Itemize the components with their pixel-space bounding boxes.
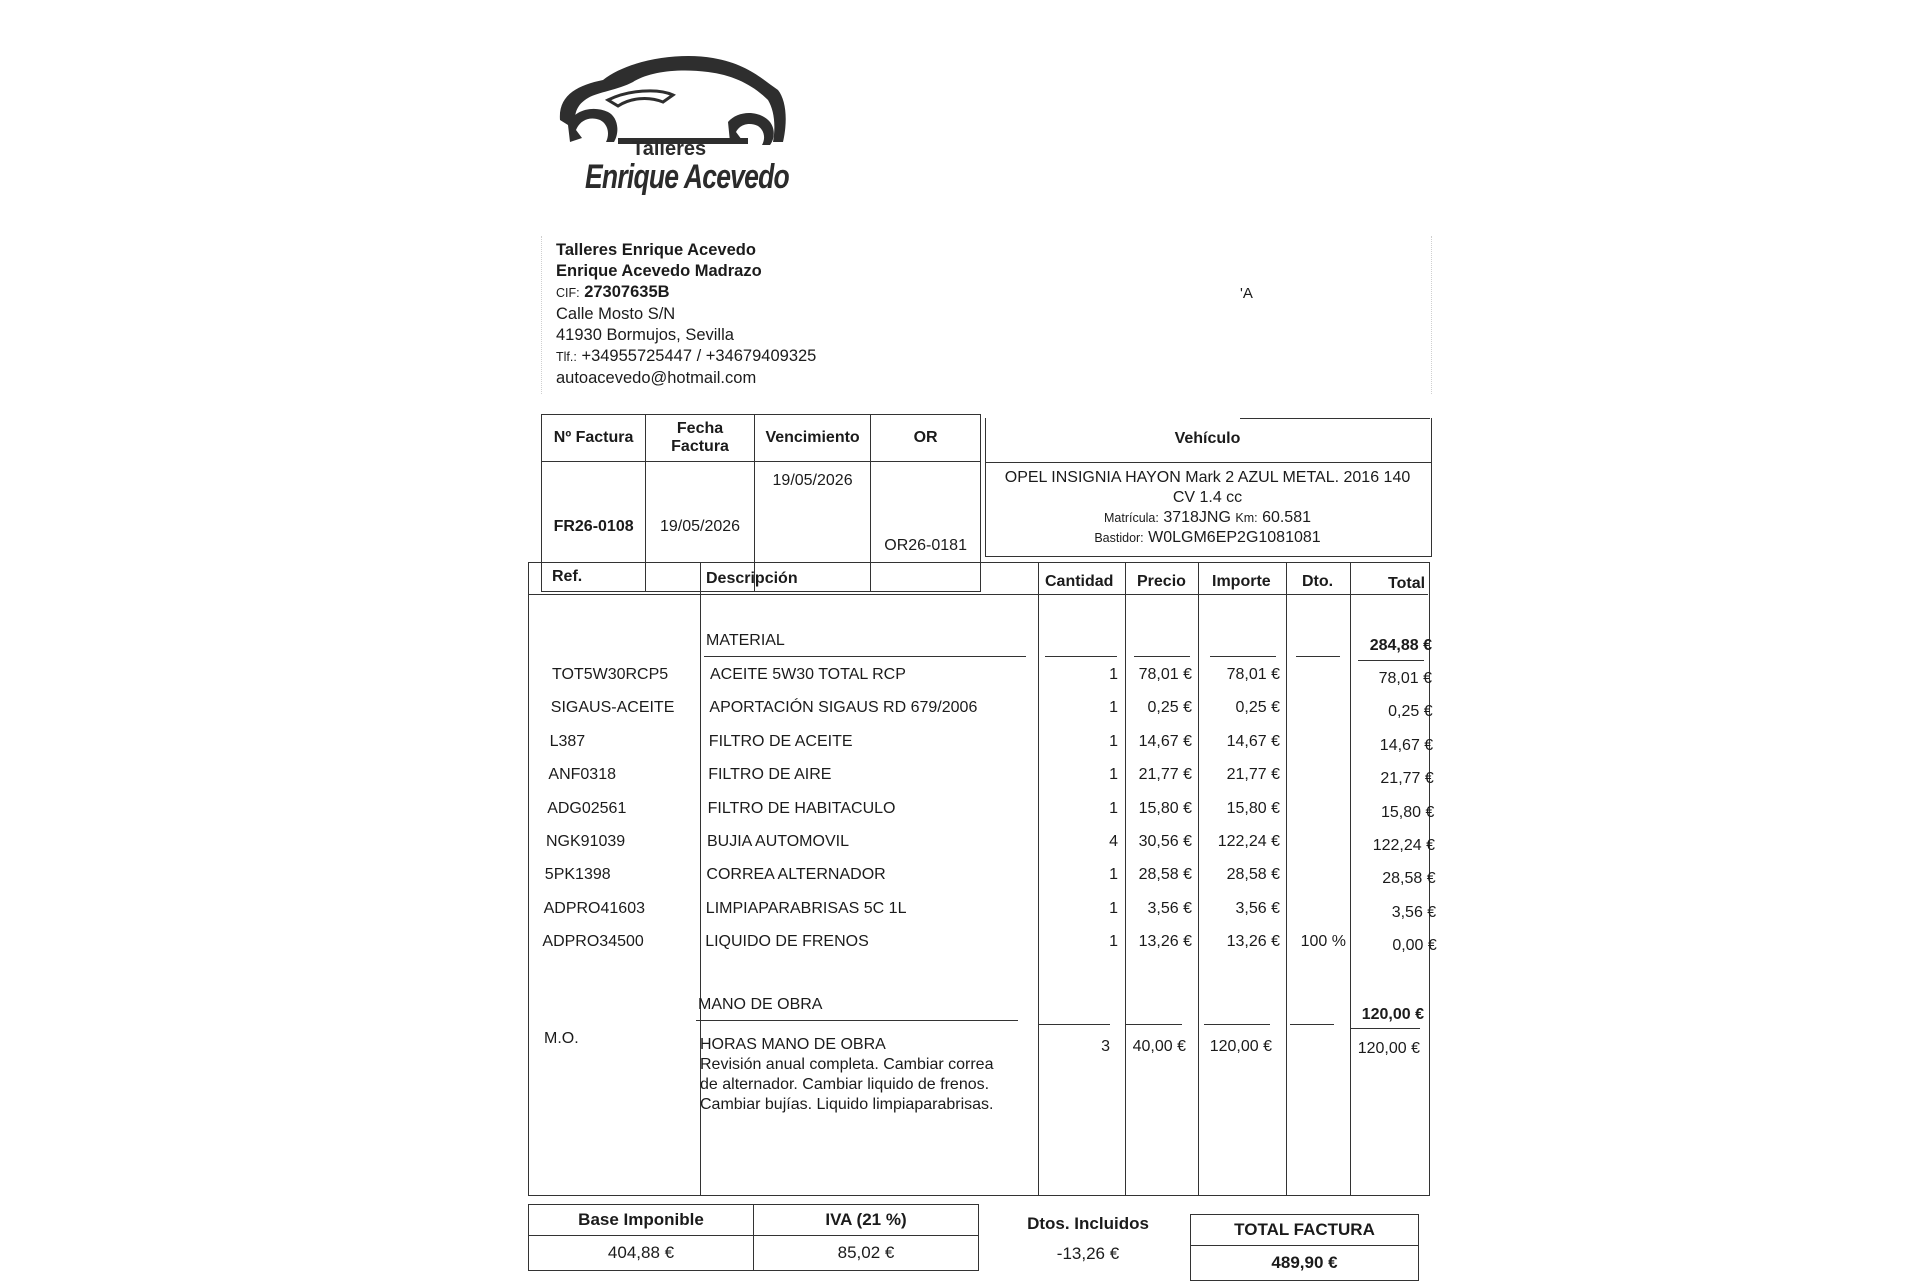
sender-cif-line (556, 282, 816, 304)
cell-amount: 0,25 € (1235, 699, 1280, 717)
cell-ref: SIGAUS-ACEITE (550, 699, 675, 717)
base-label: Base Imponible (529, 1205, 754, 1236)
cell-total: 28,58 € (1382, 870, 1436, 888)
material-underline (704, 656, 1026, 657)
cell-qty: 1 (1109, 866, 1118, 884)
col-total: Total (1388, 575, 1426, 592)
section-labor-label: MANO DE OBRA (698, 996, 823, 1013)
cell-desc: FILTRO DE ACEITE (708, 732, 853, 750)
vehicle-desc-line2: CV 1.4 cc (1172, 489, 1243, 506)
labor-total: 120,00 € (1357, 1040, 1420, 1057)
cell-desc: LIQUIDO DE FRENOS (705, 933, 869, 951)
sender-address: Calle Mosto S/N (556, 305, 676, 323)
cell-total: 21,77 € (1380, 770, 1434, 788)
totals-table (528, 1204, 979, 1271)
fecha-value: 19/05/2026 (646, 462, 755, 592)
cell-ref: ADPRO34500 (542, 933, 644, 951)
cell-price: 3,56 € (1147, 899, 1192, 917)
cif-value: 27307635B (584, 283, 670, 301)
col-divider-price (1198, 562, 1199, 1196)
cell-amount: 28,58 € (1226, 866, 1280, 884)
base-value: 404,88 € (529, 1236, 754, 1271)
cell-amount: 21,77 € (1226, 766, 1280, 784)
labor-price: 40,00 € (1132, 1038, 1186, 1055)
sender-owner: Enrique Acevedo Madrazo (556, 262, 762, 280)
labor-amount-line (1204, 1024, 1270, 1025)
logo-text-talleres: Talleres (632, 138, 707, 160)
material-subtotal-line (1358, 660, 1424, 661)
labor-price-line (1126, 1024, 1182, 1025)
col-divider-disc (1350, 562, 1351, 1196)
cell-total: 78,01 € (1378, 670, 1432, 687)
vehicle-box-top-border (1240, 418, 1430, 419)
vehicle-separator (985, 462, 1432, 463)
cell-qty: 1 (1109, 933, 1118, 951)
sender-info (556, 240, 816, 389)
cell-qty: 1 (1109, 766, 1118, 784)
col-ref: Ref. (552, 568, 583, 585)
cell-desc: FILTRO DE AIRE (708, 766, 832, 784)
col-price: Precio (1137, 573, 1186, 590)
labor-note-2: de alternador. Cambiar liquido de frenos. (700, 1076, 990, 1093)
tel-label: Tlf.: (556, 350, 577, 364)
labor-note-3: Cambiar bujías. Liquido limpiaparabrisas. (700, 1096, 994, 1113)
labor-qty: 3 (1101, 1038, 1110, 1055)
vencimiento-value: 19/05/2026 (754, 462, 870, 592)
cell-amount: 122,24 € (1217, 833, 1280, 850)
cell-total: 0,00 € (1392, 937, 1437, 955)
col-divider-qty (1125, 562, 1126, 1196)
nfactura-header: Nº Factura (542, 415, 646, 462)
material-subtotal: 284,88 € (1369, 637, 1432, 654)
labor-desc: HORAS MANO DE OBRA (700, 1036, 886, 1053)
cell-disc: 100 % (1300, 933, 1346, 951)
cell-qty: 1 (1109, 699, 1118, 717)
material-amount-line (1210, 656, 1276, 657)
dtos-value: -13,26 € (1056, 1244, 1120, 1263)
col-divider-amount (1286, 562, 1287, 1196)
or-header: OR (871, 415, 981, 462)
cell-price: 21,77 € (1138, 766, 1192, 784)
cell-price: 15,80 € (1138, 799, 1192, 817)
cell-desc: BUJIA AUTOMOVIL (707, 833, 849, 850)
cell-desc: APORTACIÓN SIGAUS RD 679/2006 (709, 699, 978, 717)
cell-amount: 78,01 € (1226, 666, 1280, 683)
vehicle-title: Vehículo (1174, 430, 1241, 447)
cell-ref: 5PK1398 (544, 866, 611, 884)
labor-subtotal-line (1350, 1028, 1420, 1029)
cell-qty: 1 (1109, 799, 1118, 817)
cell-desc: LIMPIAPARABRISAS 5C 1L (705, 899, 907, 917)
vehicle-plate-line: Matrícula: 3718JNG Km: 60.581 (1103, 509, 1311, 526)
cell-total: 0,25 € (1388, 703, 1433, 721)
vehicle-desc-line1: OPEL INSIGNIA HAYON Mark 2 AZUL METAL. 2016 140 (1004, 469, 1411, 486)
sender-email: autoacevedo@hotmail.com (556, 369, 757, 387)
logo-text-name: Enrique Acevedo (585, 158, 789, 196)
vehicle-vin-line: Bastidor: W0LGM6EP2G1081081 (1094, 529, 1321, 546)
sender-name: Talleres Enrique Acevedo (556, 241, 756, 259)
cell-qty: 1 (1109, 666, 1118, 683)
tel-value: +34955725447 / +34679409325 (581, 347, 817, 365)
cif-label: CIF: (556, 286, 580, 300)
total-label: TOTAL FACTURA (1191, 1215, 1419, 1246)
material-disc-line (1296, 656, 1340, 657)
cell-price: 28,58 € (1138, 866, 1192, 884)
fecha-header: Fecha Factura (646, 415, 755, 462)
material-price-line (1134, 656, 1190, 657)
cell-price: 13,26 € (1138, 933, 1192, 951)
col-disc: Dto. (1302, 573, 1334, 590)
nfactura-value: FR26-0108 (542, 462, 646, 592)
labor-ref: M.O. (544, 1030, 579, 1047)
cell-amount: 15,80 € (1226, 799, 1280, 817)
vehicle-details (990, 468, 1425, 548)
cell-ref: ANF0318 (548, 766, 616, 784)
cell-price: 30,56 € (1138, 833, 1192, 850)
cell-total: 122,24 € (1372, 837, 1435, 854)
iva-label: IVA (21 %) (754, 1205, 979, 1236)
cell-amount: 3,56 € (1235, 899, 1280, 917)
sender-tel-line (556, 346, 816, 368)
cell-ref: NGK91039 (546, 833, 626, 850)
cell-ref: ADG02561 (547, 799, 627, 817)
section-material-label: MATERIAL (706, 632, 785, 649)
recipient-mark: 'A (1240, 285, 1253, 302)
cell-ref: ADPRO41603 (543, 899, 645, 917)
or-value: OR26-0181 (871, 462, 981, 592)
col-desc: Descripción (706, 570, 798, 587)
col-qty: Cantidad (1045, 573, 1114, 590)
cell-desc: CORREA ALTERNADOR (706, 866, 886, 884)
cell-amount: 14,67 € (1226, 732, 1280, 750)
header-row-line (528, 594, 1428, 595)
total-value: 489,90 € (1191, 1246, 1419, 1281)
vencimiento-header: Vencimiento (754, 415, 870, 462)
cell-qty: 1 (1109, 899, 1118, 917)
sender-city: 41930 Bormujos, Sevilla (556, 326, 734, 344)
cell-desc: FILTRO DE HABITACULO (707, 799, 896, 817)
labor-disc-line (1290, 1024, 1334, 1025)
cell-ref: TOT5W30RCP5 (552, 666, 669, 683)
labor-underline (696, 1020, 1018, 1021)
grand-total-table (1190, 1214, 1419, 1281)
labor-amount: 120,00 € (1209, 1038, 1272, 1055)
cell-ref: L387 (549, 732, 586, 750)
cell-price: 0,25 € (1147, 699, 1192, 717)
labor-qty-line (1038, 1024, 1110, 1025)
cell-price: 14,67 € (1138, 732, 1192, 750)
dtos-label: Dtos. Incluidos (1027, 1214, 1149, 1233)
col-amount: Importe (1212, 573, 1271, 590)
cell-desc: ACEITE 5W30 TOTAL RCP (710, 666, 906, 683)
cell-total: 15,80 € (1381, 803, 1435, 821)
cell-qty: 1 (1109, 732, 1118, 750)
col-divider-desc (1038, 562, 1039, 1196)
cell-qty: 4 (1109, 833, 1118, 850)
labor-subtotal: 120,00 € (1361, 1006, 1424, 1023)
cell-amount: 13,26 € (1226, 933, 1280, 951)
cell-total: 14,67 € (1379, 736, 1434, 754)
labor-note-1: Revisión anual completa. Cambiar correa (700, 1056, 994, 1073)
cell-price: 78,01 € (1138, 666, 1192, 683)
iva-value: 85,02 € (754, 1236, 979, 1271)
material-qty-line (1045, 656, 1117, 657)
cell-total: 3,56 € (1391, 903, 1437, 921)
